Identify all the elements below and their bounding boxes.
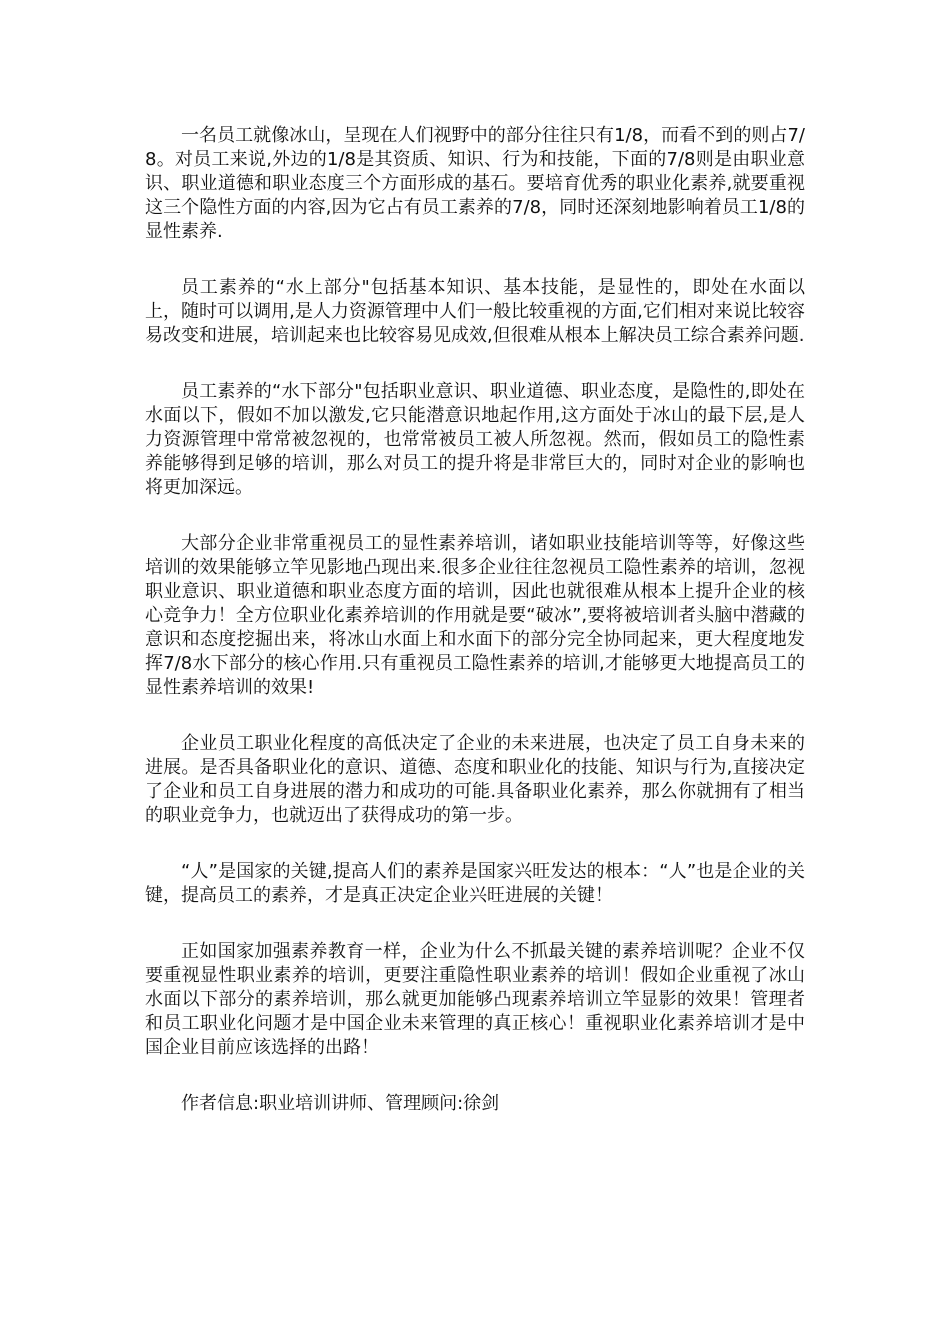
author-info: 作者信息:职业培训讲师、管理顾问:徐剑 (181, 1093, 500, 1114)
paragraph-people-key: “人”是国家的关键,提高人们的素养是国家兴旺发达的根本：“人”也是企业的关键，提高员工的素养，才是真正决定企业兴旺进展的关键！ (145, 861, 805, 906)
paragraph-training-focus: 大部分企业非常重视员工的显性素养培训，诸如职业技能培训等等，好像这些培训的效果能够立竿见影地凸现出来.很多企业往往忽视员工隐性素养的培训，忽视职业意识、职业道德和职业态度方面的培训，因此也就很难从根本上提升企业的核心竞争力！全方位职业化素养培训的作用就是要“破冰”,要将被培训者头脑中潜藏的意识和态度挖掘出来，将冰山水面上和水面下的部分完全协同起来，更大程度地发挥7/8水下部分的核心作用.只有重视员工隐性素养的培训,才能够更大地提高员工的显性素养培训的效果! (145, 533, 805, 698)
paragraph-above-water: 员工素养的“水上部分"包括基本知识、基本技能，是显性的，即处在水面以上，随时可以调用,是人力资源管理中人们一般比较重视的方面,它们相对来说比较容易改变和进展，培训起来也比较容易见成效,但很难从根本上解决员工综合素养问题. (145, 277, 805, 346)
document-body (145, 124, 805, 1116)
paragraph-below-water: 员工素养的“水下部分"包括职业意识、职业道德、职业态度，是隐性的,即处在水面以下，假如不加以激发,它只能潜意识地起作用,这方面处于冰山的最下层,是人力资源管理中常常被忽视的，也常常被员工被人所忽视。然而，假如员工的隐性素养能够得到足够的培训，那么对员工的提升将是非常巨大的，同时对企业的影响也将更加深远。 (145, 381, 805, 498)
paragraph-professionalism: 企业员工职业化程度的高低决定了企业的未来进展，也决定了员工自身未来的进展。是否具备职业化的意识、道德、态度和职业化的技能、知识与行为,直接决定了企业和员工自身进展的潜力和成功的可能.具备职业化素养，那么你就拥有了相当的职业竞争力，也就迈出了获得成功的第一步。 (145, 733, 805, 826)
paragraph-conclusion: 正如国家加强素养教育一样，企业为什么不抓最关键的素养培训呢？企业不仅要重视显性职业素养的培训，更要注重隐性职业素养的培训！假如企业重视了冰山水面以下部分的素养培训，那么就更加能够凸现素养培训立竿显影的效果！管理者和员工职业化问题才是中国企业未来管理的真正核心！重视职业化素养培训才是中国企业目前应该选择的出路！ (145, 941, 805, 1058)
paragraph-iceberg-intro: 一名员工就像冰山，呈现在人们视野中的部分往往只有1/8，而看不到的则占7/8。对员工来说,外边的1/8是其资质、知识、行为和技能，下面的7/8则是由职业意识、职业道德和职业态度三个方面形成的基石。要培育优秀的职业化素养,就要重视这三个隐性方面的内容,因为它占有员工素养的7/8，同时还深刻地影响着员工1/8的显性素养. (145, 125, 805, 242)
